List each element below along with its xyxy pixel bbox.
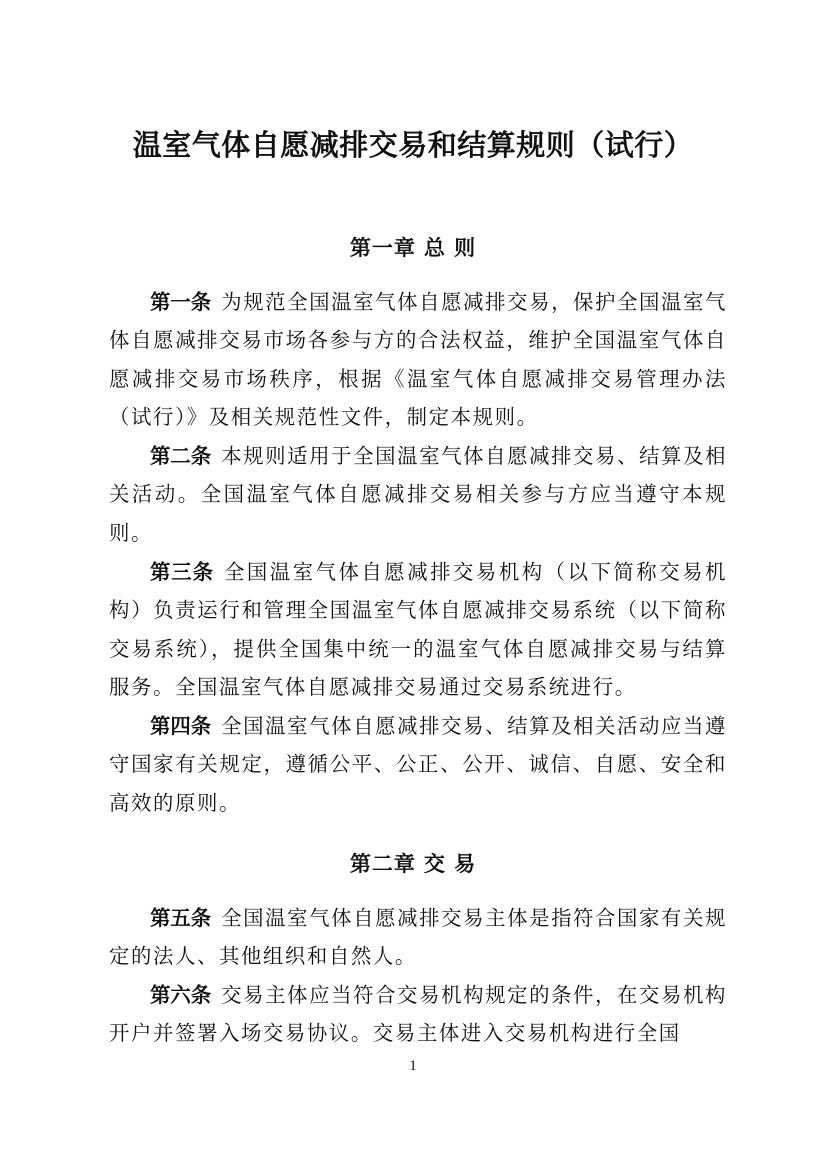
- article-text: 本规则适用于全国温室气体自愿减排交易、结算及相关活动。全国温室气体自愿减排交易相关参与方应当遵守本规则。: [109, 444, 727, 545]
- chapter-label: 第二章: [349, 852, 416, 876]
- chapter-label: 第一章: [349, 236, 416, 260]
- article-head: 第六条: [150, 983, 212, 1007]
- chapter-heading-2: [0, 848, 826, 878]
- article-2: [109, 437, 727, 552]
- chapter-heading-1: [0, 232, 826, 262]
- article-head: 第一条: [150, 290, 212, 314]
- article-4: [109, 707, 727, 822]
- article-head: 第三条: [150, 560, 214, 584]
- article-head: 第四条: [150, 714, 212, 738]
- article-text: 全国温室气体自愿减排交易、结算及相关活动应当遵守国家有关规定，遵循公平、公正、公开、诚信、自愿、安全和高效的原则。: [109, 714, 727, 815]
- article-text: 全国温室气体自愿减排交易机构（以下简称交易机构）负责运行和管理全国温室气体自愿减排交易系统（以下简称交易系统），提供全国集中统一的温室气体自愿减排交易与结算服务。全国温室气体自愿减排交易通过交易系统进行。: [109, 560, 728, 700]
- article-5: [109, 899, 727, 976]
- article-3: [109, 553, 727, 707]
- article-1: [109, 283, 727, 437]
- document-title: 温室气体自愿减排交易和结算规则（试行）: [132, 128, 694, 162]
- article-head: 第二条: [150, 444, 212, 468]
- article-text: 为规范全国温室气体自愿减排交易，保护全国温室气体自愿减排交易市场各参与方的合法权益，维护全国温室气体自愿减排交易市场秩序，根据《温室气体自愿减排交易管理办法（试行）》及相关规范性文件，制定本规则。: [109, 290, 727, 430]
- article-text: 全国温室气体自愿减排交易主体是指符合国家有关规定的法人、其他组织和自然人。: [109, 906, 727, 969]
- page-number: 1: [409, 1058, 417, 1074]
- article-head: 第五条: [150, 906, 212, 930]
- article-6: [109, 976, 727, 1053]
- chapter-name: 总 则: [423, 236, 477, 260]
- chapter-name: 交 易: [423, 852, 477, 876]
- article-text: 交易主体应当符合交易机构规定的条件，在交易机构开户并签署入场交易协议。交易主体进入交易机构进行全国: [109, 983, 727, 1046]
